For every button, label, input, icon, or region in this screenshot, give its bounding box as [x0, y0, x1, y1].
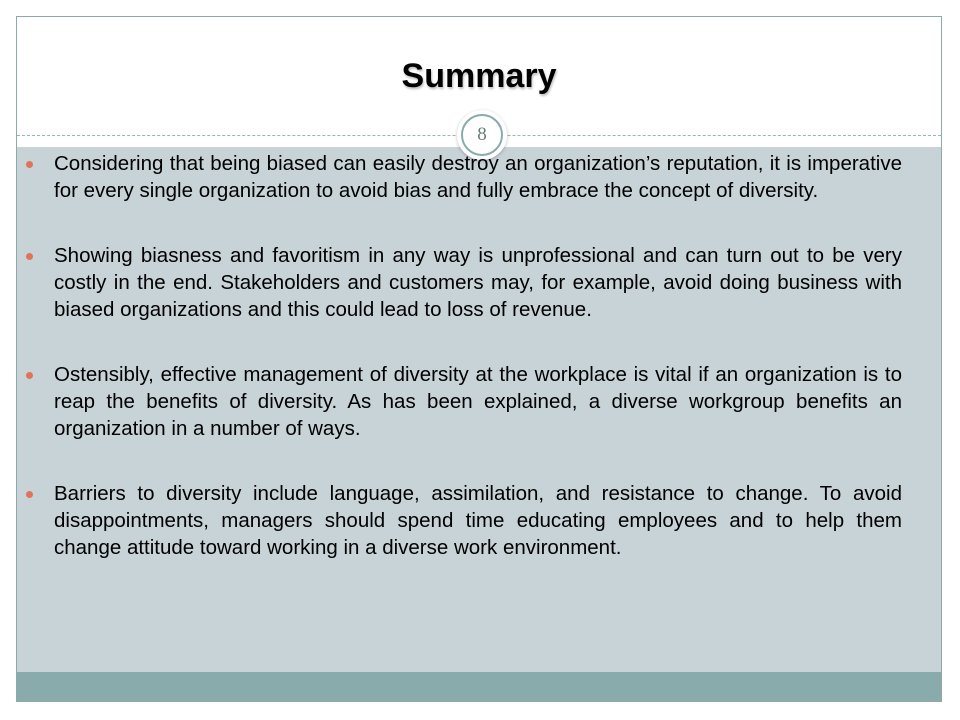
bullet-item [22, 361, 902, 442]
bullet-dot-icon [26, 253, 33, 260]
bullet-dot-icon [26, 491, 33, 498]
page-number: 8 [461, 114, 503, 156]
bullet-text: Barriers to diversity include language, assimilation, and resistance to change. To avoid disappointments, managers should spend time educating employees and to help them change attitude toward working in a diverse work environment. [54, 482, 902, 559]
bullet-dot-icon [26, 161, 33, 168]
bullet-item [22, 150, 902, 204]
footer-band [17, 672, 941, 702]
bullet-list [22, 150, 902, 599]
bullet-item [22, 242, 902, 323]
slide-title: Summary [401, 57, 557, 95]
bullet-dot-icon [26, 372, 33, 379]
bullet-text: Considering that being biased can easily destroy an organization’s reputation, it is imperative for every single organization to avoid bias and fully embrace the concept of diversity. [54, 152, 902, 202]
bullet-item [22, 480, 902, 561]
bullet-text: Ostensibly, effective management of diversity at the workplace is vital if an organization is to reap the benefits of diversity. As has been explained, a diverse workgroup benefits an organization in a number of ways. [54, 363, 902, 440]
bullet-text: Showing biasness and favoritism in any way is unprofessional and can turn out to be very costly in the end. Stakeholders and customers may, for example, avoid doing business with biased organizations and this could lead to loss of revenue. [54, 244, 902, 321]
